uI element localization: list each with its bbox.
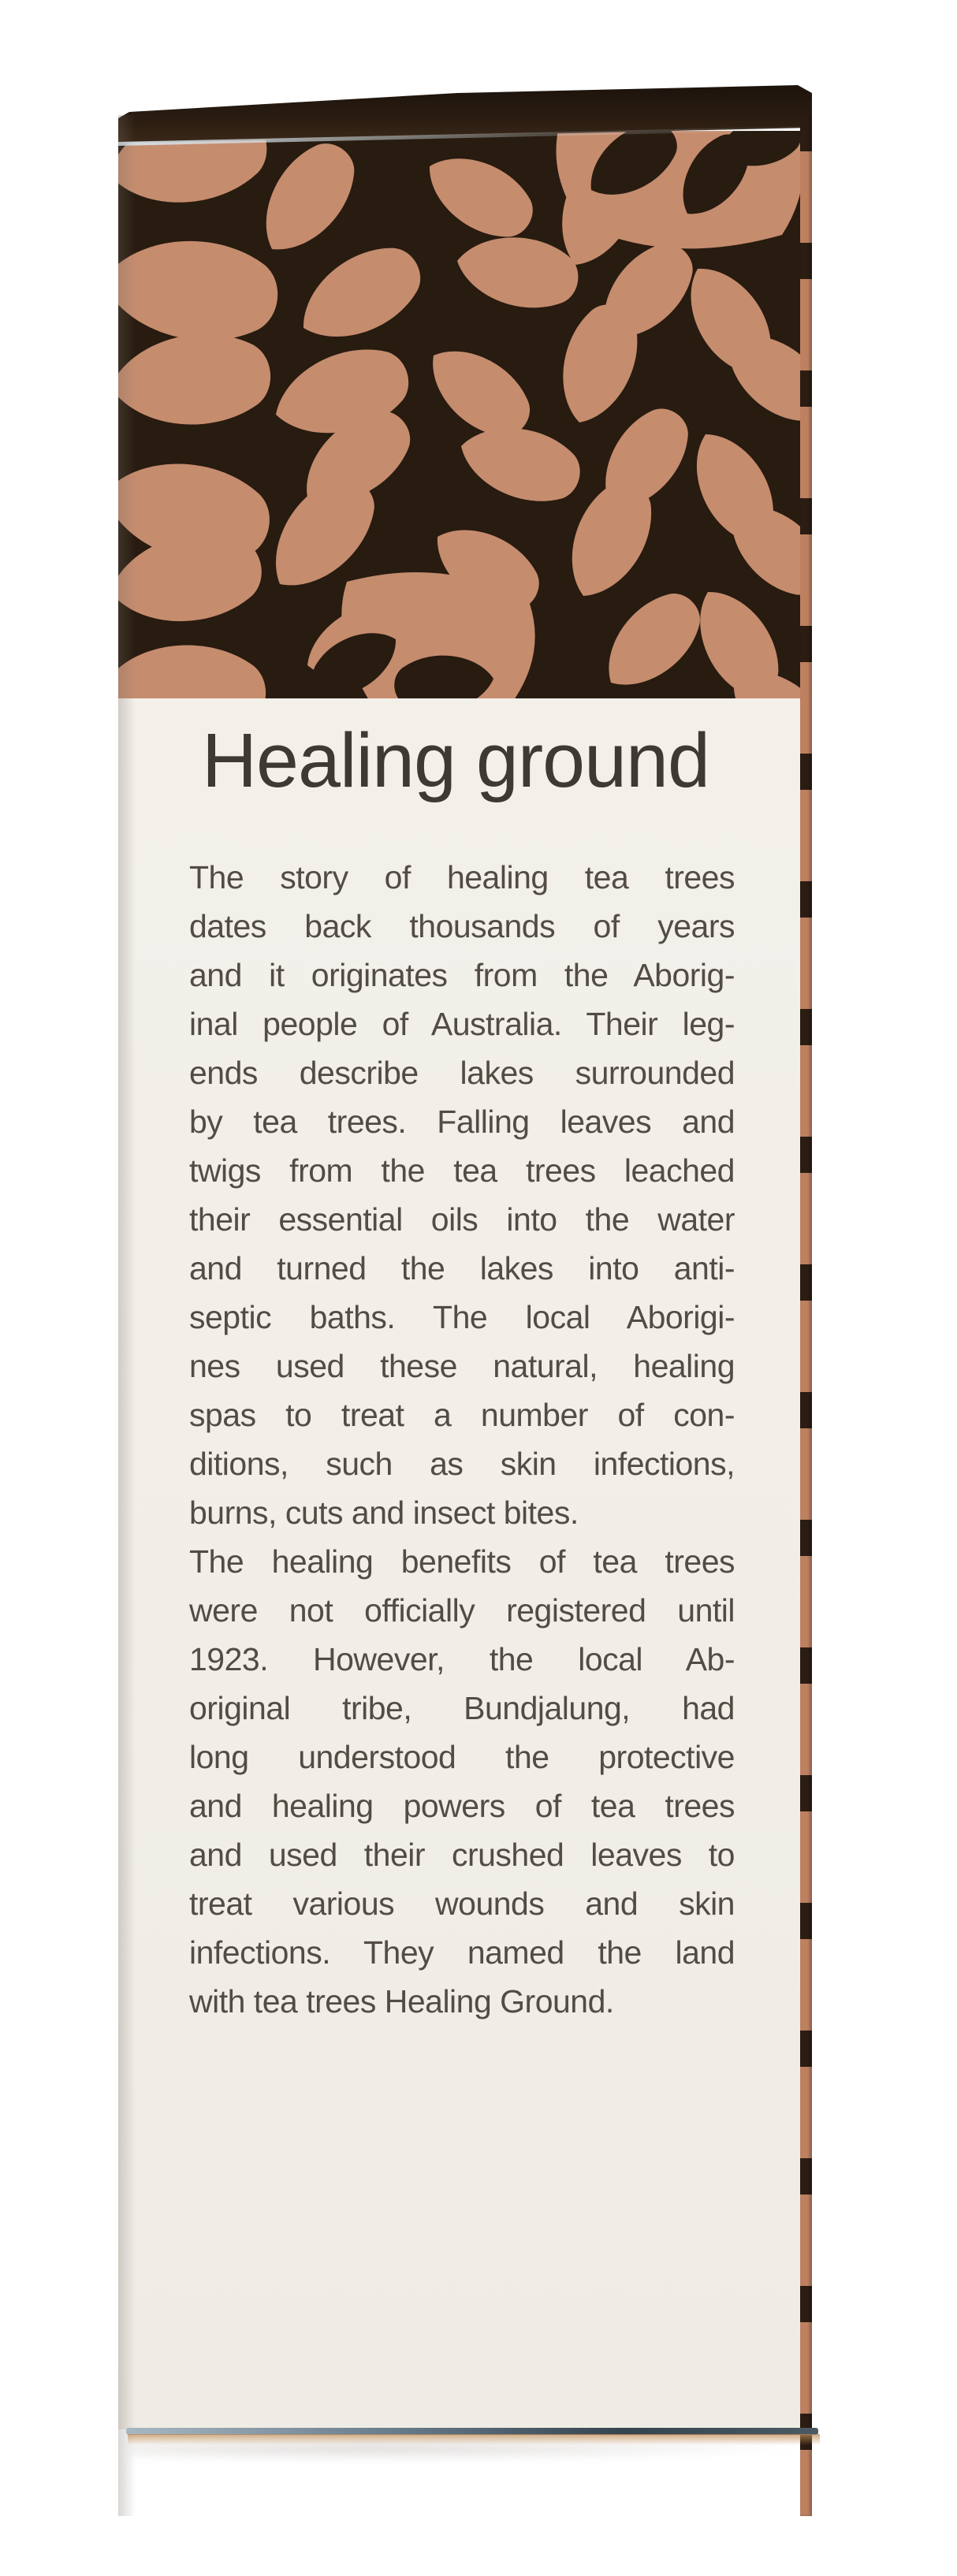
- text-line: septic baths. The local Aborigi-: [189, 1299, 735, 1335]
- text-line: treat various wounds and skin: [189, 1885, 735, 1922]
- box-right-side-face: [800, 115, 812, 2516]
- text-line: spas to treat a number of con-: [189, 1397, 735, 1433]
- panel-heading: Healing ground: [202, 717, 709, 803]
- text-line: and turned the lakes into anti-: [189, 1250, 735, 1286]
- text-line: burns, cuts and insect bites.: [189, 1495, 579, 1531]
- text-line: The healing benefits of tea trees: [189, 1543, 735, 1580]
- leaf-pattern: [118, 131, 800, 698]
- text-line: 1923. However, the local Ab-: [189, 1641, 735, 1677]
- text-line: twigs from the tea trees leached: [189, 1152, 735, 1189]
- box-drop-shadow: [131, 2442, 809, 2462]
- text-line: The story of healing tea trees: [189, 859, 735, 895]
- text-line: original tribe, Bundjalung, had: [189, 1690, 735, 1726]
- text-line: and used their crushed leaves to: [189, 1837, 735, 1873]
- text-line: dates back thousands of years: [189, 908, 735, 944]
- text-line: ends describe lakes surrounded: [189, 1055, 735, 1091]
- text-line: with tea trees Healing Ground.: [189, 1983, 614, 2019]
- text-line: inal people of Australia. Their leg-: [189, 1006, 735, 1042]
- text-line: long understood the protective: [189, 1739, 735, 1775]
- text-line: nes used these natural, healing: [189, 1348, 735, 1384]
- text-line: were not officially registered until: [189, 1592, 735, 1629]
- text-line: and it originates from the Aborig-: [189, 957, 735, 993]
- text-line: their essential oils into the water: [189, 1201, 735, 1238]
- text-line: infections. They named the land: [189, 1934, 735, 1971]
- text-line: ditions, such as skin infections,: [189, 1446, 735, 1482]
- body-text: [189, 853, 735, 2026]
- text-line: and healing powers of tea trees: [189, 1788, 735, 1824]
- text-line: by tea trees. Falling leaves and: [189, 1104, 735, 1140]
- leaf-pattern-svg: [118, 131, 800, 698]
